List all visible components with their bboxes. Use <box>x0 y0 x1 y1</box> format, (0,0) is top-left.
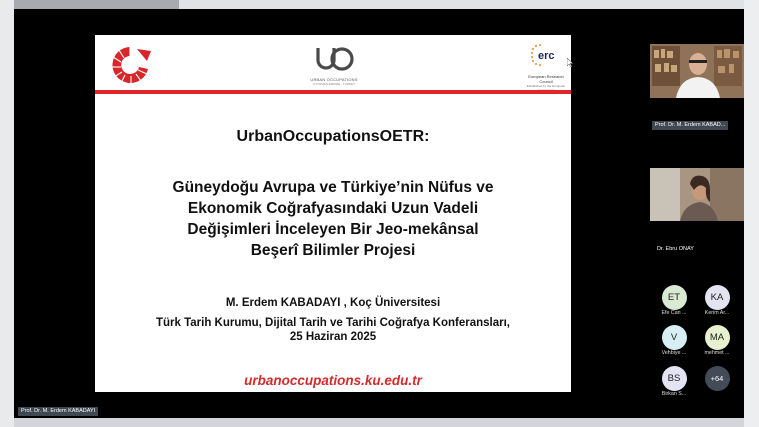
participant-name: Vehbiye ... <box>661 350 687 356</box>
avatar: V <box>662 325 687 350</box>
participant-name: Efe Can ... <box>661 310 687 316</box>
project-url[interactable]: urbanoccupations.ku.edu.tr <box>244 373 422 388</box>
desktop-background-left <box>0 0 14 427</box>
desktop-background-bottom <box>14 418 744 427</box>
video-feed-man <box>650 44 744 98</box>
participant-video-tile[interactable] <box>650 44 744 98</box>
participant-avatar-tile[interactable] <box>700 325 734 357</box>
uo-subcaption: OTTOMAN EMPIRE · TURKEY <box>312 82 356 86</box>
desktop-background-strip <box>14 0 179 9</box>
participant-name-label: Dr. Ebru ONAY <box>657 246 694 252</box>
conference-date: 25 Haziran 2025 <box>289 331 377 343</box>
participant-name: Kerim Ar... <box>704 310 730 316</box>
more-participants-button[interactable] <box>700 366 734 391</box>
subtitle-line: Ekonomik Coğrafyasındaki Uzun Vadeli <box>187 200 479 217</box>
avatar: KA <box>705 285 730 310</box>
participant-avatar-tile[interactable] <box>657 285 691 317</box>
participant-avatar-tile[interactable] <box>657 366 691 398</box>
participant-avatar-tile[interactable] <box>657 325 691 357</box>
slide-header <box>95 35 571 90</box>
presenter-name-label: Prof. Dr. M. Erdem KABADAYI <box>18 407 98 416</box>
mouse-cursor-icon <box>567 58 573 67</box>
slide-author: M. Erdem KABADAYI , Koç Üniversitesi <box>225 297 441 309</box>
subtitle-line: Beşerî Bilimler Projesi <box>250 242 416 259</box>
slide-red-divider <box>95 90 571 94</box>
erc-name: European Research Council <box>528 74 564 84</box>
avatar: BS <box>662 366 687 391</box>
slide-conference <box>95 316 571 344</box>
koc-university-logo <box>103 43 157 87</box>
avatar: ET <box>662 285 687 310</box>
erc-mark-text: erc <box>538 50 555 62</box>
meeting-window <box>14 9 744 418</box>
subtitle-line: Değişimleri İnceleyen Bir Jeo-mekânsal <box>187 221 479 238</box>
shared-screen-slide <box>95 35 571 392</box>
subtitle-line: Güneydoğu Avrupa ve Türkiye’nin Nüfus ve <box>172 179 494 196</box>
more-participants-count[interactable]: +64 <box>705 366 730 391</box>
participant-name: mehmet ... <box>704 350 730 356</box>
slide-subtitle <box>135 177 531 261</box>
participant-avatar-tile[interactable] <box>700 285 734 317</box>
slide-title: UrbanOccupationsOETR: <box>236 128 430 145</box>
desktop-background-right <box>744 0 759 427</box>
video-feed-woman <box>650 168 744 221</box>
participant-name-label: Prof. Dr. M. Erdem KABAD... <box>652 121 728 130</box>
erc-subtitle: Established by the European <box>526 84 566 88</box>
uo-mark-icon <box>312 46 356 72</box>
urban-occupations-logo <box>304 46 364 86</box>
erc-mark-icon <box>529 43 563 69</box>
participant-video-tile[interactable] <box>650 168 744 221</box>
avatar: MA <box>705 325 730 350</box>
erc-logo <box>521 43 571 87</box>
conference-line: Türk Tarih Kurumu, Dijital Tarih ve Tarihi Coğrafya Konferansları, <box>155 317 510 329</box>
uo-caption: URBAN OCCUPATIONS <box>310 77 358 82</box>
participant-name: Birkan S... <box>661 391 687 397</box>
